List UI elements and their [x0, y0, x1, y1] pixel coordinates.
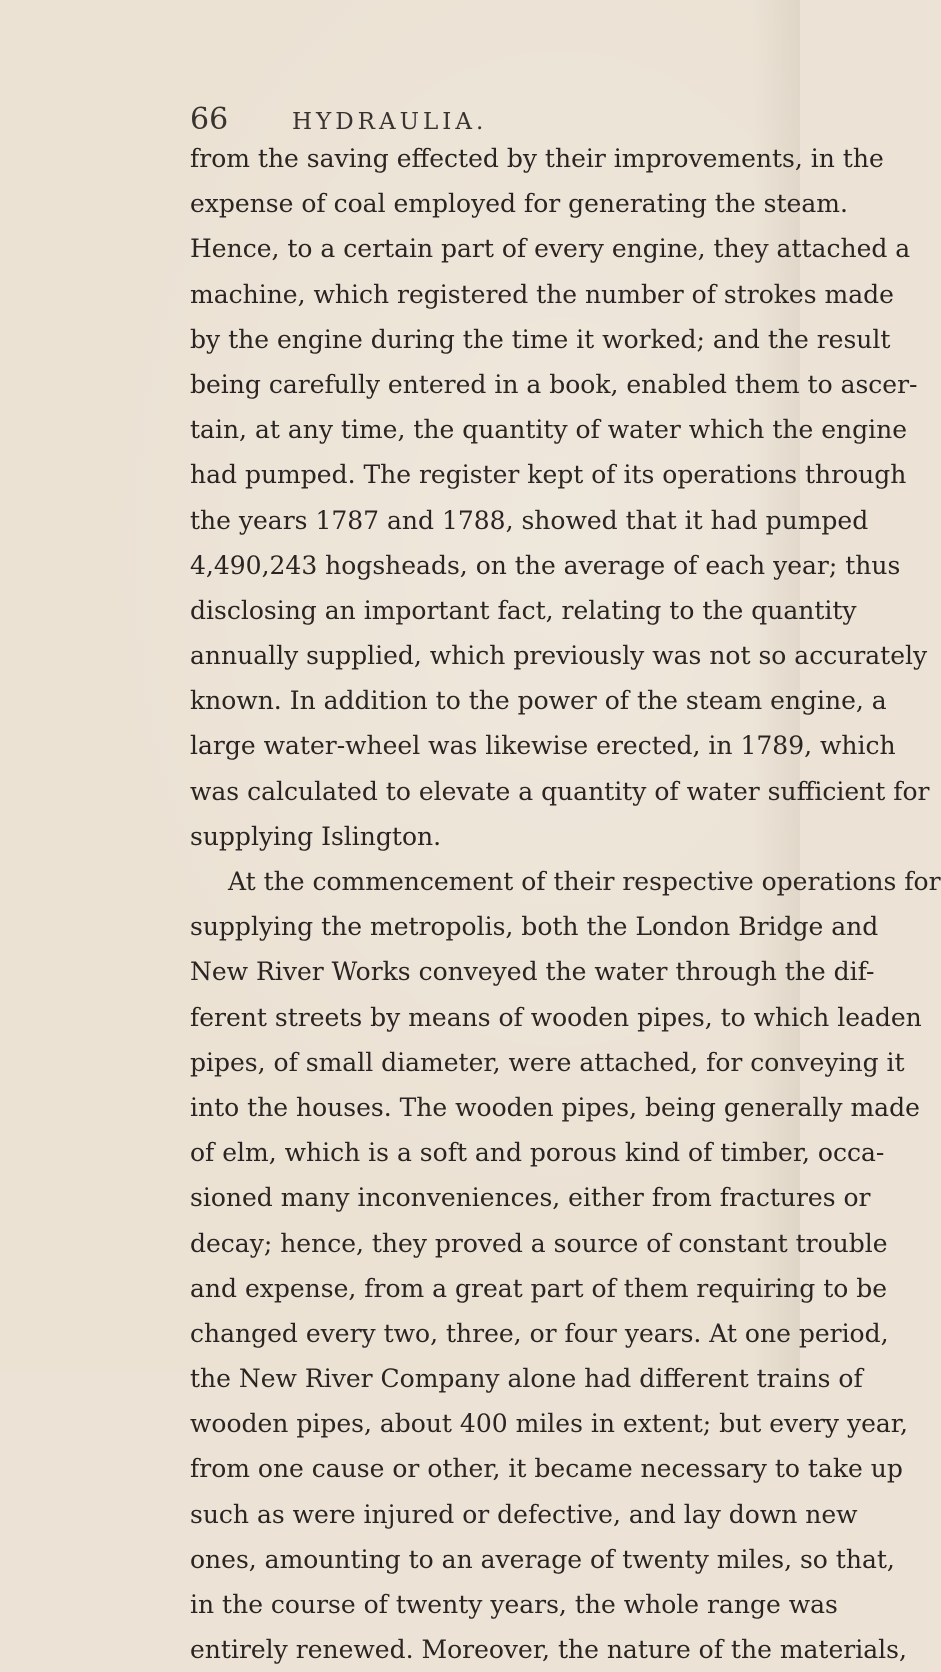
- text-line: sioned many inconveniences, either from fractures or: [190, 1183, 871, 1213]
- body-text: [190, 136, 941, 1672]
- text-line: from one cause or other, it became necessary to take up: [190, 1454, 903, 1484]
- text-line: the years 1787 and 1788, showed that it had pumped: [190, 505, 869, 535]
- text-line: such as were injured or defective, and lay down new: [190, 1499, 858, 1529]
- text-line: entirely renewed. Moreover, the nature of the materials,: [190, 1635, 907, 1665]
- text-line: of elm, which is a soft and porous kind of timber, occa-: [190, 1138, 885, 1168]
- text-line: had pumped. The register kept of its operations through: [190, 460, 907, 490]
- text-line: supplying the metropolis, both the London Bridge and: [190, 912, 879, 942]
- text-line: annually supplied, which previously was not so accurately: [190, 641, 928, 671]
- text-line: the New River Company alone had different trains of: [190, 1364, 863, 1394]
- text-line: and expense, from a great part of them requiring to be: [190, 1273, 888, 1303]
- text-line: supplying Islington.: [190, 821, 442, 851]
- text-line: Hence, to a certain part of every engine, they attached a: [190, 234, 911, 264]
- text-line: in the course of twenty years, the whole range was: [190, 1590, 838, 1619]
- page-number: 66: [190, 102, 229, 137]
- text-line: known. In addition to the power of the steam engine, a: [190, 686, 887, 716]
- text-line: ferent streets by means of wooden pipes, to which leaden: [190, 1002, 922, 1032]
- text-line: machine, which registered the number of strokes made: [190, 279, 894, 309]
- page-header: [190, 100, 770, 140]
- text-line: wooden pipes, about 400 miles in extent; but every year,: [190, 1409, 908, 1439]
- text-line: decay; hence, they proved a source of constant trouble: [190, 1228, 888, 1258]
- text-line: At the commencement of their respective operations for: [228, 867, 941, 896]
- text-line: large water-wheel was likewise erected, in 1789, which: [190, 731, 896, 761]
- text-line: New River Works conveyed the water through the dif-: [190, 957, 875, 987]
- text-line: from the saving effected by their improvements, in the: [190, 144, 884, 173]
- text-line: ones, amounting to an average of twenty miles, so that,: [190, 1544, 895, 1574]
- text-line: tain, at any time, the quantity of water which the engine: [190, 415, 908, 445]
- text-line: into the houses. The wooden pipes, being generally made: [190, 1092, 920, 1122]
- text-line: was calculated to elevate a quantity of water sufficient for: [190, 776, 930, 806]
- text-line: changed every two, three, or four years. At one period,: [190, 1318, 889, 1348]
- text-line: pipes, of small diameter, were attached, for conveying it: [190, 1047, 905, 1077]
- text-line: being carefully entered in a book, enabled them to ascer-: [190, 369, 918, 399]
- text-line: 4,490,243 hogsheads, on the average of each year; thus: [190, 550, 901, 580]
- text-line: expense of coal employed for generating the steam.: [190, 189, 848, 219]
- text-line: by the engine during the time it worked; and the result: [190, 324, 891, 354]
- running-head: HYDRAULIA.: [292, 109, 488, 135]
- text-line: disclosing an important fact, relating to the quantity: [190, 595, 857, 625]
